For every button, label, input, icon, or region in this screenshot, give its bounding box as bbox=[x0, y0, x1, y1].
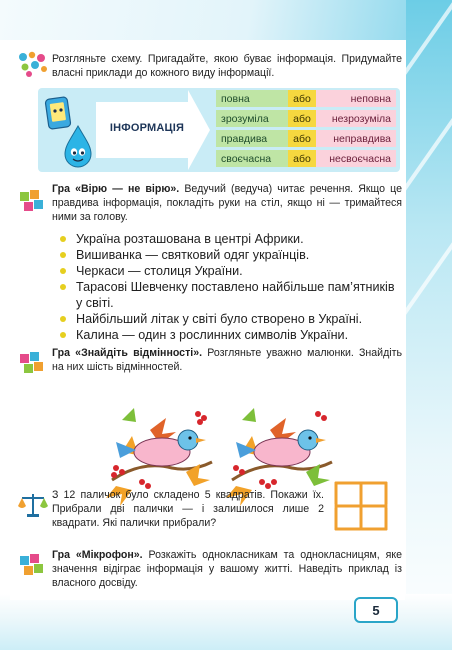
info-diagram bbox=[38, 88, 400, 172]
task-differences-text bbox=[52, 346, 402, 374]
info-cell-left: правдива bbox=[216, 130, 288, 147]
task-scheme-text: Розгляньте схему. Пригадайте, якою буває інформація. Придумайте власні приклади до кожного виду інформації. bbox=[52, 53, 402, 79]
task-matchsticks-text: З 12 паличок було складено 5 квадратів. Покажи їх. Прибрали дві палички — і залишилося лише 2 квадрати. Які палички прибрали? bbox=[52, 489, 324, 529]
info-cell-left: зрозуміла bbox=[216, 110, 288, 127]
info-cell-right: несвоєчасна bbox=[316, 150, 396, 167]
task-microphone-instructions: Розкажіть однокласникам та однокласницям, яке значення відіграє інформація у вашому житті. Наведіть приклад із власного досвіду. bbox=[52, 549, 403, 589]
right-decoration bbox=[406, 0, 452, 650]
task-believe-text bbox=[52, 182, 402, 224]
puzzle-icon bbox=[16, 348, 50, 376]
task-differences-instructions: Розгляньте уважно малюнки. Знайдіть на них шість відмінностей. bbox=[52, 347, 402, 373]
info-cell-mid: або bbox=[288, 110, 316, 127]
statement-item: Вишиванка — святковий одяг українців. bbox=[60, 247, 400, 263]
puzzle-icon bbox=[16, 186, 50, 214]
task-microphone-title: Гра «Мікрофон». bbox=[52, 549, 143, 561]
info-row bbox=[216, 150, 396, 167]
info-cell-left: своєчасна bbox=[216, 150, 288, 167]
statement-item: Калина — один з рослинних символів України. bbox=[60, 327, 400, 343]
scales-icon bbox=[16, 490, 50, 518]
water-drop-mascot-icon bbox=[62, 124, 94, 168]
info-cell-right: неповна bbox=[316, 90, 396, 107]
textbook-page bbox=[10, 40, 405, 600]
matchstick-grid bbox=[333, 480, 389, 532]
top-decoration bbox=[0, 0, 452, 40]
statement-item: Україна розташована в центрі Африки. bbox=[60, 231, 400, 247]
info-cell-right: незрозуміла bbox=[316, 110, 396, 127]
statement-item: Найбільший літак у світі було створено в Україні. bbox=[60, 311, 400, 327]
info-row bbox=[216, 110, 396, 127]
info-center-label: ІНФОРМАЦІЯ bbox=[109, 122, 185, 134]
info-cell-right: неправдива bbox=[316, 130, 396, 147]
info-row bbox=[216, 90, 396, 107]
statement-item: Черкаси — столиця України. bbox=[60, 263, 400, 279]
info-cell-left: повна bbox=[216, 90, 288, 107]
statement-item: Тарасові Шевченку поставлено найбільше пам’ятників у світі. bbox=[60, 279, 400, 311]
puzzle-icon bbox=[16, 50, 50, 78]
task-microphone-text bbox=[52, 548, 402, 590]
puzzle-icon bbox=[16, 550, 50, 578]
task-differences-title: Гра «Знайдіть відмінності». bbox=[52, 347, 203, 359]
info-cell-mid: або bbox=[288, 130, 316, 147]
task-believe-title: Гра «Вірю — не вірю». bbox=[52, 183, 180, 195]
info-cell-mid: або bbox=[288, 90, 316, 107]
statement-list bbox=[60, 231, 400, 343]
info-row bbox=[216, 130, 396, 147]
info-cell-mid: або bbox=[288, 150, 316, 167]
page-number: 5 bbox=[354, 597, 398, 623]
task-believe-instructions: Ведучий (ведуча) читає речення. Якщо це правдива інформація, покладіть руки на стіл, якщо ні — тримайтеся ними за голову. bbox=[52, 183, 403, 223]
